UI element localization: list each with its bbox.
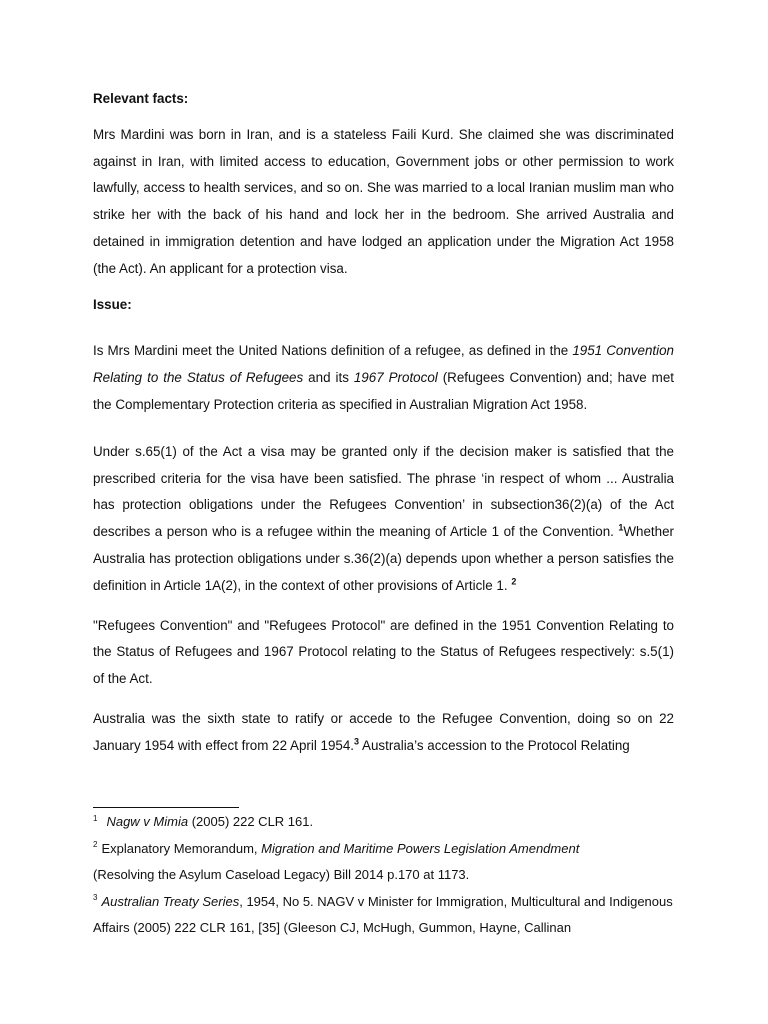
- footnote-1-text: (2005) 222 CLR 161.: [188, 814, 314, 829]
- footnote-3-series: Australian Treaty Series: [101, 893, 240, 909]
- document-body: [93, 86, 674, 760]
- issue-p1-protocol-title: 1967 Protocol: [353, 370, 438, 386]
- issue-paragraph-2: [93, 439, 674, 600]
- footnote-separator: [93, 807, 239, 808]
- footnotes: [93, 809, 674, 942]
- footnote-3-mark: 3: [93, 893, 98, 903]
- footnote-2-mark: 2: [93, 840, 98, 850]
- footnote-ref-1[interactable]: 1: [618, 522, 624, 533]
- issue-p4-text-b: Australia’s accession to the Protocol Relating: [359, 737, 630, 753]
- issue-p1-mid: and its: [303, 370, 354, 386]
- footnote-1: [93, 809, 674, 836]
- footnote-2: [93, 836, 674, 889]
- issue-p1-end: (Refugees Convention) and; have met the Complementary Protection criteria as specified in Australian Migration Act 1958.: [93, 370, 674, 412]
- footnote-2-bill-title: Migration and Maritime Powers Legislation Amendment: [261, 840, 580, 856]
- issue-paragraph-4: [93, 706, 674, 760]
- issue-paragraph-1: [93, 338, 674, 418]
- issue-paragraph-3: "Refugees Convention" and "Refugees Protocol" are defined in the 1951 Convention Relating to the Status of Refugees and 1967 Protocol relating to the Status of Refugees respectively: s.5(1) of the Act.: [93, 617, 674, 687]
- relevant-facts-paragraph: Mrs Mardini was born in Iran, and is a stateless Faili Kurd. She claimed she was discriminated against in Iran, with limited access to education, Government jobs or other permission to work lawfully, access to health services, and so on. She was married to a local Iranian muslim man who strike her with the back of his hand and lock her in the bedroom. She arrived Australia and detained in immigration detention and have lodged an application under the Migration Act 1958 (the Act). An applicant for a protection visa.: [93, 126, 674, 276]
- footnote-1-mark: 1: [93, 813, 98, 823]
- footnote-ref-3[interactable]: 3: [354, 736, 360, 747]
- issue-p1-convention-title: 1951 Convention Relating to the Status of Refugees: [93, 343, 674, 386]
- footnote-2-text-2: (Resolving the Asylum Caseload Legacy) Bill 2014 p.170 at 1173.: [93, 867, 470, 882]
- issue-p1-text: Is Mrs Mardini meet the United Nations definition of a refugee, as defined in the: [93, 343, 573, 359]
- footnote-1-case: Nagw v Mimia: [106, 814, 189, 829]
- footnote-3: [93, 889, 674, 942]
- issue-heading: Issue:: [93, 296, 132, 312]
- issue-p2-text-b: Whether Australia has protection obligations under s.36(2)(a) depends upon whether a person satisfies the definition in Article 1A(2), in the context of other provisions of Article 1.: [93, 524, 674, 593]
- issue-p4-text-a: Australia was the sixth state to ratify or accede to the Refugee Convention, doing so on 22 January 1954 with effect from 22 April 1954.: [93, 710, 674, 753]
- footnote-3-text: , 1954, No 5. NAGV v Minister for Immigration, Multicultural and Indigenous Affairs (2005) 222 CLR 161, [35] (Gleeson CJ, McHugh, Gummon, Hayne, Callinan: [93, 893, 673, 935]
- footnote-ref-2[interactable]: 2: [511, 576, 517, 587]
- relevant-facts-heading: Relevant facts:: [93, 91, 189, 106]
- footnote-2-text: Explanatory Memorandum,: [101, 840, 262, 856]
- issue-p2-text-a: Under s.65(1) of the Act a visa may be granted only if the decision maker is satisfied that the prescribed criteria for the visa have been satisfied. The phrase ‘in respect of whom ... Australia has protection obligations under the Refugees Convention’ in subsection36(2)(a) of the Act describes a person who is a refugee within the meaning of Article 1 of the Convention.: [93, 443, 674, 540]
